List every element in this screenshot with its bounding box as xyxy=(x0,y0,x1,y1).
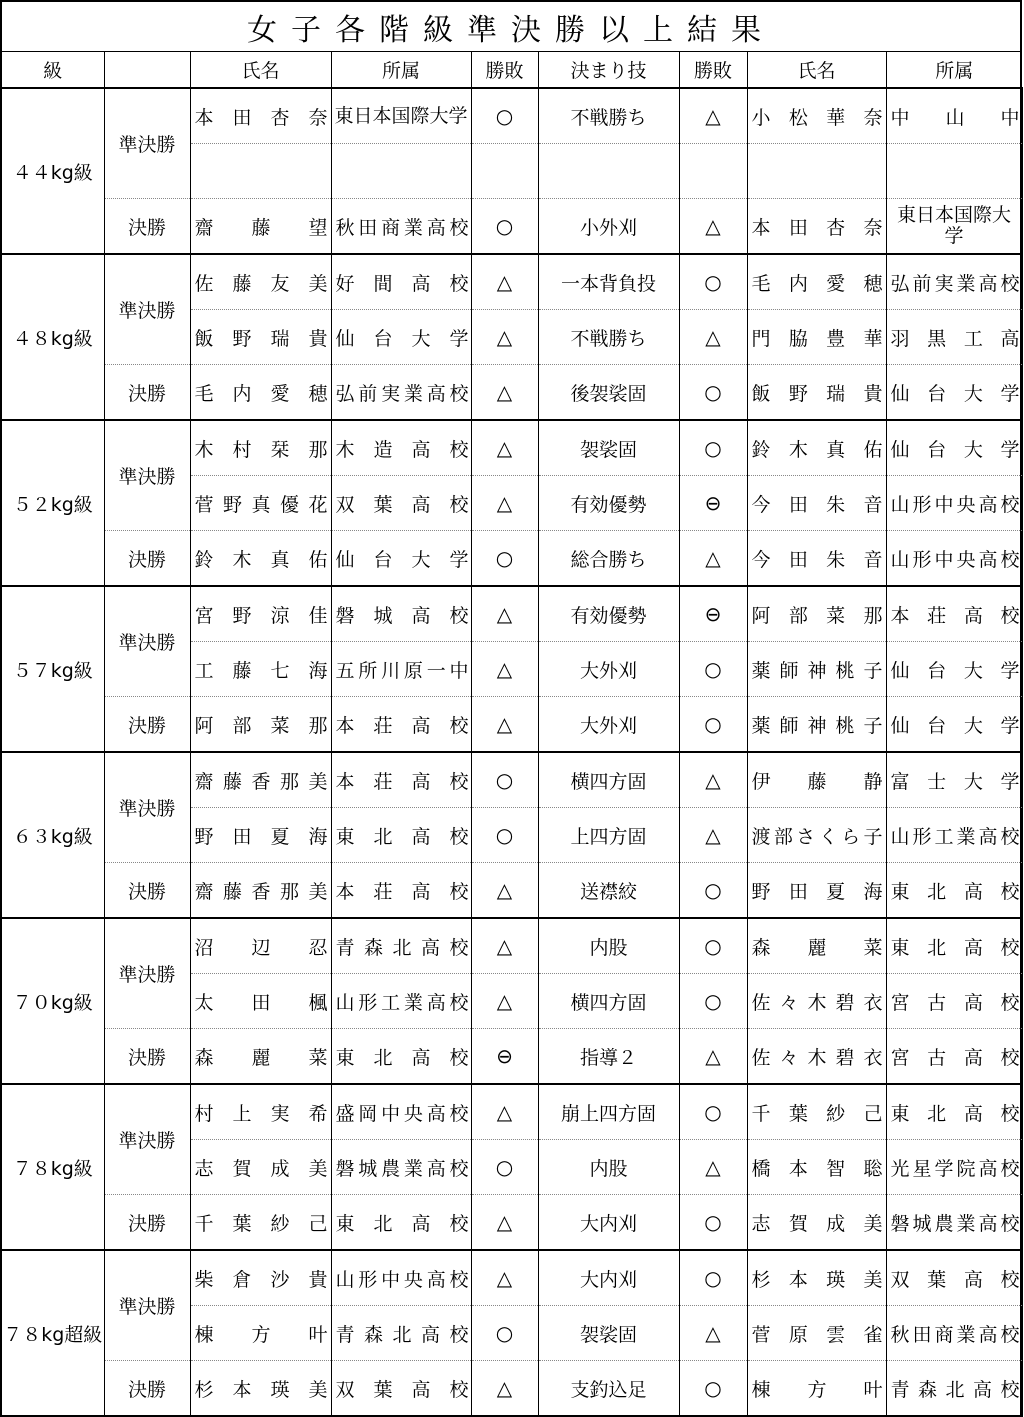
result-mark-left: △ xyxy=(471,1361,538,1417)
affiliation-left: 青森北高校 xyxy=(331,918,471,974)
player-name-left: 菅野真優花 xyxy=(190,476,331,531)
result-mark-right: ○ xyxy=(679,863,747,919)
result-mark-left: △ xyxy=(471,1084,538,1140)
technique: 内股 xyxy=(538,1140,679,1195)
result-mark-left: △ xyxy=(471,697,538,753)
affiliation-right: 青森北高校 xyxy=(886,1361,1022,1417)
technique: 一本背負投 xyxy=(538,254,679,310)
affiliation-right: 東北高校 xyxy=(886,1084,1022,1140)
result-mark-left: ○ xyxy=(471,808,538,863)
result-mark-left: △ xyxy=(471,420,538,476)
weight-class: ５７kg級 xyxy=(2,586,104,752)
table-row xyxy=(2,752,1022,808)
player-name-right: 今田朱音 xyxy=(747,531,886,587)
player-name-right: 佐々木碧衣 xyxy=(747,974,886,1029)
round-label: 準決勝 xyxy=(104,254,190,365)
result-mark-right: △ xyxy=(679,88,747,144)
player-name-right: 杉本瑛美 xyxy=(747,1250,886,1306)
player-name-right: 橋本智聡 xyxy=(747,1140,886,1195)
affiliation-right xyxy=(886,144,1022,199)
affiliation-left: 仙台大学 xyxy=(331,310,471,365)
player-name-right: 佐々木碧衣 xyxy=(747,1029,886,1085)
affiliation-left: 山形工業高校 xyxy=(331,974,471,1029)
affiliation-left: 東北高校 xyxy=(331,1029,471,1085)
result-mark-left: △ xyxy=(471,476,538,531)
technique: 支釣込足 xyxy=(538,1361,679,1417)
technique: 内股 xyxy=(538,918,679,974)
result-mark-left: △ xyxy=(471,642,538,697)
affiliation-right: 宮古高校 xyxy=(886,1029,1022,1085)
weight-class: ７０kg級 xyxy=(2,918,104,1084)
affiliation-left: 弘前実業高校 xyxy=(331,365,471,421)
player-name-right: 門脇豊華 xyxy=(747,310,886,365)
result-mark-right: ○ xyxy=(679,974,747,1029)
player-name-right: 本田杏奈 xyxy=(747,199,886,255)
player-name-left: 飯野瑞貴 xyxy=(190,310,331,365)
technique: 上四方固 xyxy=(538,808,679,863)
player-name-left: 杉本瑛美 xyxy=(190,1361,331,1417)
result-mark-right: △ xyxy=(679,1140,747,1195)
player-name-right: 森麗菜 xyxy=(747,918,886,974)
player-name-left: 太田楓 xyxy=(190,974,331,1029)
result-mark-left: △ xyxy=(471,586,538,642)
affiliation-left: 東日本国際大学 xyxy=(331,88,471,144)
result-mark-left: △ xyxy=(471,310,538,365)
affiliation-right: 山形中央高校 xyxy=(886,476,1022,531)
round-label: 決勝 xyxy=(104,1029,190,1085)
technique: 横四方固 xyxy=(538,752,679,808)
technique: 袈裟固 xyxy=(538,1306,679,1361)
header-row xyxy=(2,52,1022,88)
player-name-right: 志賀成美 xyxy=(747,1195,886,1251)
affiliation-left: 好間高校 xyxy=(331,254,471,310)
result-mark-left: ○ xyxy=(471,531,538,587)
affiliation-right: 双葉高校 xyxy=(886,1250,1022,1306)
affiliation-left: 双葉高校 xyxy=(331,476,471,531)
player-name-right: 伊藤静 xyxy=(747,752,886,808)
affiliation-left: 盛岡中央高校 xyxy=(331,1084,471,1140)
technique: 大外刈 xyxy=(538,642,679,697)
header-technique: 決まり技 xyxy=(538,52,679,88)
weight-class: ６３kg級 xyxy=(2,752,104,918)
technique xyxy=(538,144,679,199)
result-mark-left: ○ xyxy=(471,1306,538,1361)
affiliation-right: 東日本国際大学 xyxy=(886,199,1022,255)
player-name-right: 小松華奈 xyxy=(747,88,886,144)
affiliation-right: 仙台大学 xyxy=(886,697,1022,753)
player-name-left: 佐藤友美 xyxy=(190,254,331,310)
result-mark-left: △ xyxy=(471,1195,538,1251)
header-result-right: 勝敗 xyxy=(679,52,747,88)
round-label: 決勝 xyxy=(104,1361,190,1417)
technique: 有効優勢 xyxy=(538,586,679,642)
round-label: 準決勝 xyxy=(104,586,190,697)
weight-class: ４８kg級 xyxy=(2,254,104,420)
technique: 不戦勝ち xyxy=(538,88,679,144)
round-label: 決勝 xyxy=(104,697,190,753)
affiliation-left: 木造高校 xyxy=(331,420,471,476)
affiliation-left: 双葉高校 xyxy=(331,1361,471,1417)
round-label: 準決勝 xyxy=(104,88,190,199)
result-mark-left: ○ xyxy=(471,752,538,808)
results-table xyxy=(2,52,1023,1417)
table-row xyxy=(2,1084,1022,1140)
player-name-right: 鈴木真佑 xyxy=(747,420,886,476)
player-name-right: 菅原雲雀 xyxy=(747,1306,886,1361)
header-round xyxy=(104,52,190,88)
header-name-right: 氏名 xyxy=(747,52,886,88)
affiliation-left: 青森北高校 xyxy=(331,1306,471,1361)
affiliation-right: 仙台大学 xyxy=(886,365,1022,421)
result-mark-right: ⊖ xyxy=(679,586,747,642)
affiliation-right: 山形中央高校 xyxy=(886,531,1022,587)
technique: 総合勝ち xyxy=(538,531,679,587)
round-label: 準決勝 xyxy=(104,1084,190,1195)
round-label: 準決勝 xyxy=(104,1250,190,1361)
technique: 有効優勢 xyxy=(538,476,679,531)
result-mark-right: △ xyxy=(679,808,747,863)
player-name-right: 薬師神桃子 xyxy=(747,642,886,697)
affiliation-left: 東北高校 xyxy=(331,1195,471,1251)
result-mark-left: △ xyxy=(471,1250,538,1306)
player-name-left: 宮野涼佳 xyxy=(190,586,331,642)
affiliation-left: 本荘高校 xyxy=(331,752,471,808)
table-row xyxy=(2,531,1022,587)
result-mark-right: △ xyxy=(679,752,747,808)
result-mark-right: ○ xyxy=(679,697,747,753)
player-name-right xyxy=(747,144,886,199)
player-name-right: 渡部さくら子 xyxy=(747,808,886,863)
technique: 後袈裟固 xyxy=(538,365,679,421)
affiliation-left: 東北高校 xyxy=(331,808,471,863)
round-label: 決勝 xyxy=(104,531,190,587)
result-mark-left xyxy=(471,144,538,199)
affiliation-right: 光星学院高校 xyxy=(886,1140,1022,1195)
weight-class: ５２kg級 xyxy=(2,420,104,586)
result-mark-right: ⊖ xyxy=(679,476,747,531)
affiliation-left: 山形中央高校 xyxy=(331,1250,471,1306)
result-mark-right: ○ xyxy=(679,1084,747,1140)
affiliation-right: 東北高校 xyxy=(886,918,1022,974)
table-row xyxy=(2,254,1022,310)
result-mark-left: ○ xyxy=(471,88,538,144)
result-mark-left: △ xyxy=(471,365,538,421)
affiliation-right: 中山中 xyxy=(886,88,1022,144)
result-mark-right xyxy=(679,144,747,199)
result-mark-right: △ xyxy=(679,531,747,587)
player-name-right: 今田朱音 xyxy=(747,476,886,531)
round-label: 準決勝 xyxy=(104,918,190,1029)
weight-class: ４４kg級 xyxy=(2,88,104,254)
header-name-left: 氏名 xyxy=(190,52,331,88)
result-mark-right: ○ xyxy=(679,1361,747,1417)
result-mark-right: △ xyxy=(679,310,747,365)
table-row xyxy=(2,697,1022,753)
affiliation-right: 秋田商業高校 xyxy=(886,1306,1022,1361)
player-name-left: 志賀成美 xyxy=(190,1140,331,1195)
player-name-left: 千葉紗己 xyxy=(190,1195,331,1251)
technique: 不戦勝ち xyxy=(538,310,679,365)
player-name-right: 阿部菜那 xyxy=(747,586,886,642)
result-mark-right: △ xyxy=(679,1029,747,1085)
affiliation-right: 山形工業高校 xyxy=(886,808,1022,863)
player-name-left: 毛内愛穂 xyxy=(190,365,331,421)
table-row xyxy=(2,586,1022,642)
technique: 送襟絞 xyxy=(538,863,679,919)
affiliation-left: 磐城高校 xyxy=(331,586,471,642)
table-row xyxy=(2,88,1022,144)
player-name-left: 本田杏奈 xyxy=(190,88,331,144)
technique: 袈裟固 xyxy=(538,420,679,476)
affiliation-right: 羽黒工高 xyxy=(886,310,1022,365)
weight-class: ７８kg級 xyxy=(2,1084,104,1250)
affiliation-left: 本荘高校 xyxy=(331,863,471,919)
table-row xyxy=(2,365,1022,421)
round-label: 準決勝 xyxy=(104,752,190,863)
table-row xyxy=(2,918,1022,974)
player-name-left: 沼辺忍 xyxy=(190,918,331,974)
result-mark-left: △ xyxy=(471,974,538,1029)
result-mark-right: △ xyxy=(679,199,747,255)
header-affiliation-left: 所属 xyxy=(331,52,471,88)
player-name-left: 工藤七海 xyxy=(190,642,331,697)
result-mark-left: △ xyxy=(471,863,538,919)
table-row xyxy=(2,1250,1022,1306)
player-name-left: 森麗菜 xyxy=(190,1029,331,1085)
result-mark-left: △ xyxy=(471,918,538,974)
result-mark-left: ⊖ xyxy=(471,1029,538,1085)
player-name-left: 阿部菜那 xyxy=(190,697,331,753)
affiliation-right: 仙台大学 xyxy=(886,420,1022,476)
weight-class: ７８kg超級 xyxy=(2,1250,104,1416)
result-mark-right: ○ xyxy=(679,1195,747,1251)
technique: 崩上四方固 xyxy=(538,1084,679,1140)
result-mark-right: ○ xyxy=(679,254,747,310)
affiliation-right: 磐城農業高校 xyxy=(886,1195,1022,1251)
header-weight-class: 級 xyxy=(2,52,104,88)
result-mark-right: ○ xyxy=(679,642,747,697)
round-label: 決勝 xyxy=(104,365,190,421)
affiliation-right: 仙台大学 xyxy=(886,642,1022,697)
header-affiliation-right: 所属 xyxy=(886,52,1022,88)
technique: 大内刈 xyxy=(538,1250,679,1306)
player-name-left: 野田夏海 xyxy=(190,808,331,863)
result-mark-right: ○ xyxy=(679,918,747,974)
affiliation-left: 本荘高校 xyxy=(331,697,471,753)
result-mark-right: △ xyxy=(679,1306,747,1361)
player-name-right: 千葉紗己 xyxy=(747,1084,886,1140)
player-name-right: 棟方叶 xyxy=(747,1361,886,1417)
affiliation-right: 東北高校 xyxy=(886,863,1022,919)
technique: 大内刈 xyxy=(538,1195,679,1251)
player-name-left: 鈴木真佑 xyxy=(190,531,331,587)
table-row xyxy=(2,863,1022,919)
player-name-right: 野田夏海 xyxy=(747,863,886,919)
affiliation-right: 本荘高校 xyxy=(886,586,1022,642)
affiliation-right: 宮古高校 xyxy=(886,974,1022,1029)
result-mark-left: ○ xyxy=(471,199,538,255)
affiliation-left xyxy=(331,144,471,199)
result-mark-left: △ xyxy=(471,254,538,310)
round-label: 決勝 xyxy=(104,199,190,255)
affiliation-left: 仙台大学 xyxy=(331,531,471,587)
page-title: 女子各階級準決勝以上結果 xyxy=(2,2,1020,52)
result-mark-left: ○ xyxy=(471,1140,538,1195)
table-row xyxy=(2,1195,1022,1251)
technique: 指導２ xyxy=(538,1029,679,1085)
player-name-right: 飯野瑞貴 xyxy=(747,365,886,421)
player-name-left: 棟方叶 xyxy=(190,1306,331,1361)
result-mark-right: ○ xyxy=(679,420,747,476)
affiliation-right: 弘前実業高校 xyxy=(886,254,1022,310)
affiliation-left: 磐城農業高校 xyxy=(331,1140,471,1195)
technique: 横四方固 xyxy=(538,974,679,1029)
player-name-left: 柴倉沙貴 xyxy=(190,1250,331,1306)
result-mark-right: ○ xyxy=(679,1250,747,1306)
round-label: 決勝 xyxy=(104,1195,190,1251)
table-row xyxy=(2,1029,1022,1085)
table-row xyxy=(2,420,1022,476)
player-name-left: 齋藤望 xyxy=(190,199,331,255)
affiliation-left: 五所川原一中 xyxy=(331,642,471,697)
table-row xyxy=(2,199,1022,255)
technique: 小外刈 xyxy=(538,199,679,255)
header-result-left: 勝敗 xyxy=(471,52,538,88)
affiliation-right: 富士大学 xyxy=(886,752,1022,808)
player-name-left xyxy=(190,144,331,199)
player-name-left: 齋藤香那美 xyxy=(190,863,331,919)
result-mark-right: ○ xyxy=(679,365,747,421)
round-label: 決勝 xyxy=(104,863,190,919)
player-name-left: 木村栞那 xyxy=(190,420,331,476)
player-name-right: 薬師神桃子 xyxy=(747,697,886,753)
player-name-right: 毛内愛穂 xyxy=(747,254,886,310)
player-name-left: 齋藤香那美 xyxy=(190,752,331,808)
technique: 大外刈 xyxy=(538,697,679,753)
affiliation-left: 秋田商業高校 xyxy=(331,199,471,255)
round-label: 準決勝 xyxy=(104,420,190,531)
player-name-left: 村上実希 xyxy=(190,1084,331,1140)
table-row xyxy=(2,1361,1022,1417)
